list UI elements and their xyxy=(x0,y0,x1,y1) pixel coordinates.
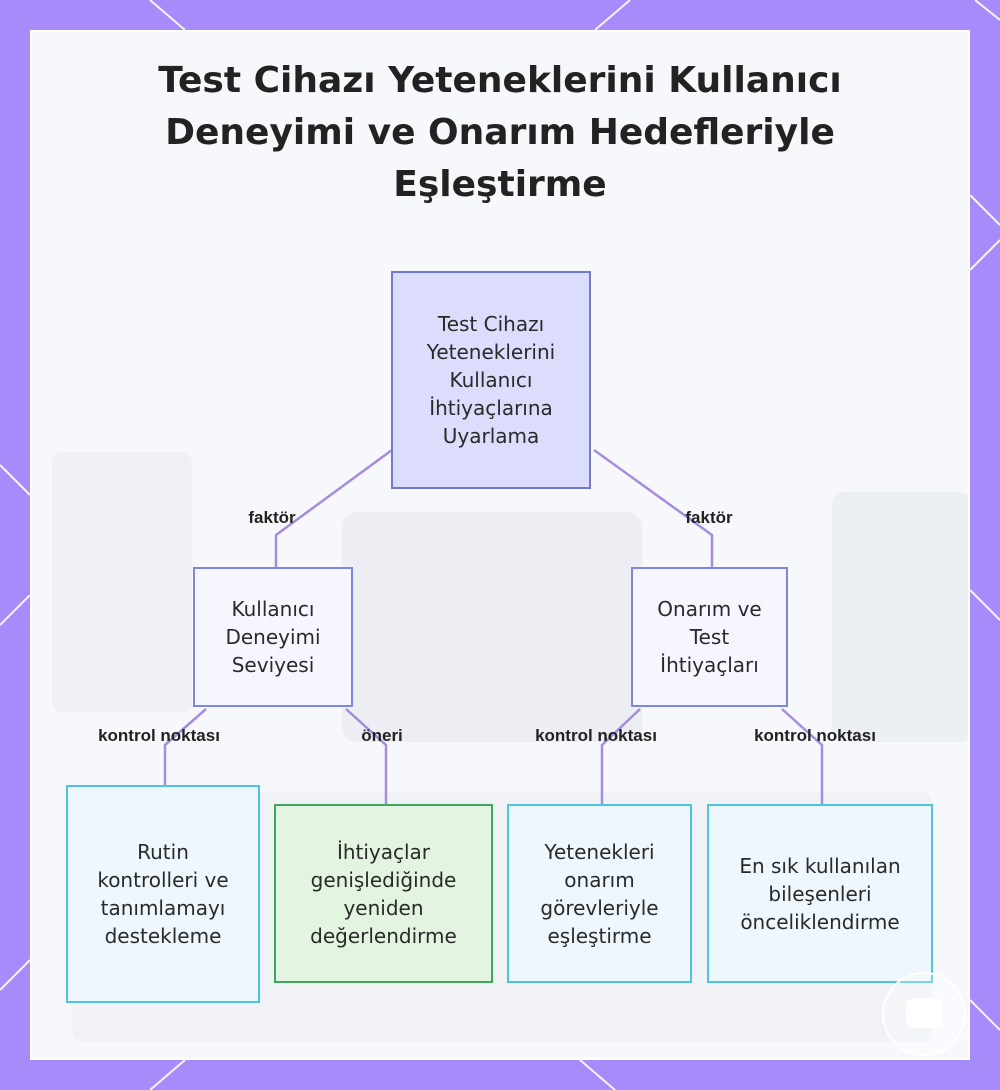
edge-repair-prioritize xyxy=(782,709,822,806)
diagram-title: Test Cihazı Yeteneklerini Kullanıcı Deneyimi ve Onarım Hedefleriyle Eşleştirme xyxy=(158,60,842,205)
edge-label-repair-prioritize: kontrol noktası xyxy=(754,726,876,745)
edge-label-repair-match: kontrol noktası xyxy=(535,726,657,745)
node-reevaluate-label: İhtiyaçlar genişlediğinde yeniden değerlendirme xyxy=(310,839,457,948)
node-user-experience-label: Kullanıcı Deneyimi Seviyesi xyxy=(225,597,321,677)
edge-label-ux-routine: kontrol noktası xyxy=(98,726,220,745)
node-match xyxy=(507,804,692,983)
node-user-experience xyxy=(193,567,353,707)
node-match-label: Yetenekleri onarım görevleriyle eşleştirme xyxy=(540,839,659,948)
node-routine xyxy=(66,785,260,1003)
chat-widget-button[interactable] xyxy=(882,972,966,1056)
node-prioritize xyxy=(707,804,933,983)
node-reevaluate xyxy=(274,804,493,983)
edge-label-root-right: faktör xyxy=(685,508,733,527)
edge-label-ux-reevaluate: öneri xyxy=(361,726,403,745)
edge-ux-routine xyxy=(165,709,206,787)
node-routine-label: Rutin kontrolleri ve tanımlamayı destekleme xyxy=(97,840,229,948)
node-prioritize-label: En sık kullanılan bileşenleri önceliklendirme xyxy=(739,853,901,934)
chat-icon xyxy=(906,998,942,1028)
node-repair-needs-label: Onarım ve Test İhtiyaçları xyxy=(657,597,762,677)
edge-repair-match xyxy=(602,709,640,806)
edge-ux-reevaluate xyxy=(346,709,386,806)
root-node xyxy=(391,271,591,489)
node-repair-needs xyxy=(631,567,788,707)
edge-label-root-left: faktör xyxy=(248,508,296,527)
root-node-label: Test Cihazı Yeteneklerini Kullanıcı İhtiyaçlarına Uyarlama xyxy=(426,312,556,448)
